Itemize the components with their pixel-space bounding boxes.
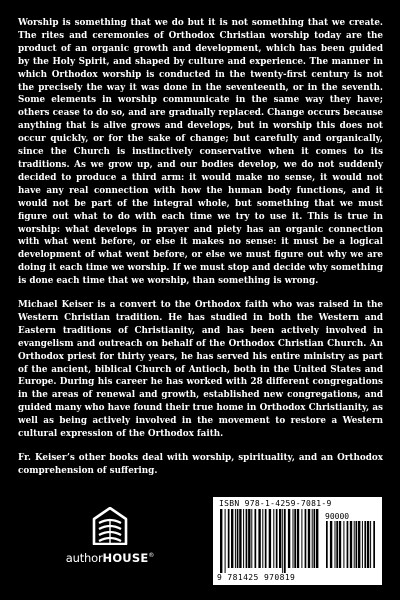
barcode-bar — [326, 521, 328, 568]
barcode-bar — [220, 509, 222, 573]
publisher-logo — [60, 507, 160, 577]
publisher-name-part2: HOUSE — [102, 551, 149, 565]
barcode-bar — [255, 509, 257, 568]
registered-mark: ® — [148, 552, 155, 560]
barcode-bar — [282, 509, 283, 573]
barcode-bar — [316, 509, 318, 568]
price-addon-bars — [325, 521, 375, 573]
barcode-bar — [358, 521, 360, 568]
barcode-bar — [237, 509, 239, 568]
barcode-bar — [336, 521, 338, 568]
barcode-bar — [243, 509, 244, 568]
barcode-bar — [343, 521, 344, 568]
barcode-bar — [330, 521, 332, 568]
barcode-bar — [297, 509, 299, 568]
barcode-bar — [364, 521, 366, 568]
barcode-bar — [308, 509, 310, 568]
barcode-bar — [276, 509, 278, 568]
barcode-bar — [273, 509, 274, 568]
barcode-bar — [356, 521, 358, 568]
barcode-bar — [251, 509, 252, 568]
barcode-bar — [293, 509, 294, 568]
barcode-bar — [354, 521, 355, 568]
barcode-bar — [301, 509, 302, 568]
barcode-bar — [373, 521, 375, 568]
other-books-paragraph: Fr. Keiser’s other books deal with worship, spirituality, and an Orthodox comprehension of suffering. — [18, 453, 383, 476]
barcode-bar — [235, 509, 236, 568]
barcode-bar — [228, 509, 230, 568]
barcode-bar — [239, 509, 241, 568]
publisher-name-part1: author — [65, 551, 103, 565]
barcode-bar — [314, 509, 316, 568]
publisher-wordmark — [66, 551, 154, 565]
description-paragraph: Worship is something that we do but it is not something that we create. The rites and ceremonies of Orthodox Christian worship today are the product of an organic growth and development, which has been guided by the Holy Spirit, and shaped by culture and experience. The manner in which Orthodox worship is conducted in the twenty-first century is not the precisely the way it was done in the seventeenth, or in the seventh. Some elements in worship communicate in the same way they have; others cease to do so, and are gradually replaced. Change occurs because anything that is alive grows and develops, but in worship this does not occur quickly, or for the sake of change; but carefully and organically, since the Church is instinctively conservative when it comes to its traditions. As we grow up, and our bodies develop, we do not suddenly decided to produce a third arm: it would make no sense, it would not have any real connection with how the human body functions, and it would not be part of the integral whole, but something that we must figure out what to do with each time we try to use it. This is true in worship: what develops in prayer and piety has an organic connection with what went before, or else it makes no sense: it must be a logical development of what went before, or else we must figure out why we are doing it each time we worship. If we must stop and decide why something is done each time that we worship, than something is wrong. — [18, 18, 383, 287]
barcode-bar — [294, 509, 296, 568]
barcode-bar — [305, 509, 307, 568]
barcode-bar — [248, 509, 250, 568]
barcode-bar — [288, 509, 290, 568]
author-bio-paragraph: Michael Keiser is a convert to the Orthodox faith who was raised in the Western Christian tradition. He has studied in both the Western and Eastern traditions of Christianity, and has been actively involved in evangelism and outreach on behalf of the Orthodox Christian Church. An Orthodox priest for thirty years, he has served his entire ministry as part of the ancient, biblical Church of Antioch, both in the United States and Europe. During his career he has worked with 28 different congregations in the areas of renewal and growth, established new congregations, and guided many who have found their true home in Orthodox Christianity, as well as being actively involved in the movement to restore a Western cultural expression of the Orthodox faith. — [18, 300, 383, 440]
barcode-bar — [362, 521, 363, 568]
barcode-bar — [258, 509, 260, 568]
barcode-bar — [370, 521, 371, 568]
barcode-bar — [312, 509, 313, 568]
isbn-label: ISBN 978-1-4259-7081-9 — [219, 499, 332, 508]
authorhouse-logo-icon — [92, 507, 128, 545]
back-cover-text — [18, 17, 383, 478]
ean-barcode-bars — [219, 509, 319, 573]
barcode-bar — [335, 521, 336, 568]
barcode-bar — [339, 521, 341, 568]
barcode-bar — [225, 509, 226, 573]
barcode-bar — [269, 509, 271, 568]
price-code: 90000 — [325, 512, 350, 521]
isbn-barcode — [213, 497, 382, 585]
barcode-bar — [347, 521, 349, 568]
barcode-bar — [265, 509, 267, 568]
barcode-bar — [246, 509, 248, 568]
barcode-bar — [262, 509, 263, 568]
barcode-bar — [231, 509, 233, 568]
barcode-bar — [284, 509, 286, 573]
barcode-digits: 9 781425 970819 — [217, 573, 296, 582]
barcode-bar — [367, 521, 369, 568]
barcode-bar — [279, 509, 281, 568]
barcode-bar — [350, 521, 352, 568]
